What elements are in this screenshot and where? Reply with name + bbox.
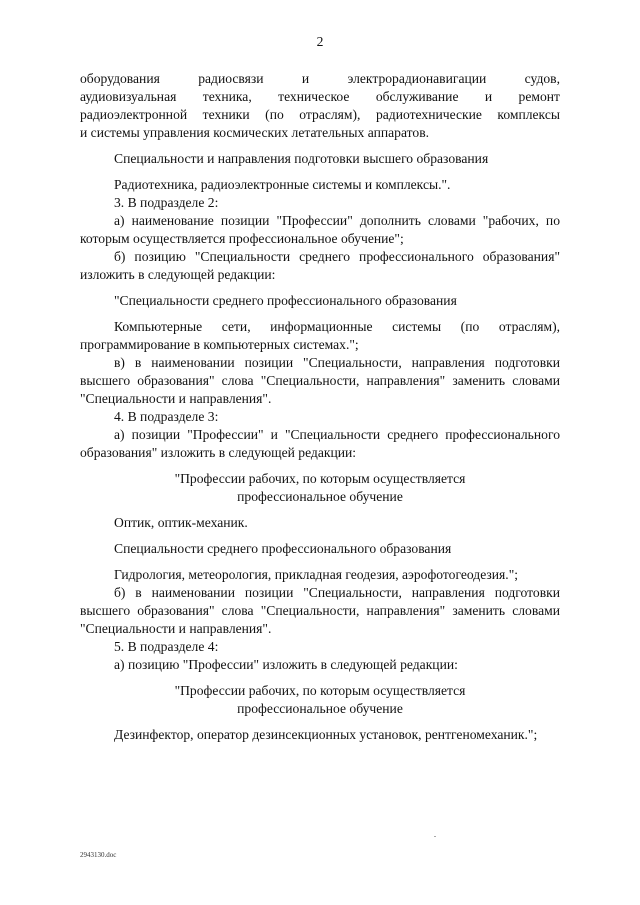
paragraph: Гидрология, метеорология, прикладная геодезия, аэрофотогеодезия."; <box>114 567 519 582</box>
centered-heading-line: профессиональное обучение <box>237 701 403 716</box>
paragraph: Оптик, оптик-механик. <box>114 515 248 530</box>
paragraph: Дезинфектор, оператор дезинсекционных установок, рентгеномеханик."; <box>114 727 538 742</box>
paragraph: б) позицию "Специальности среднего профессионального образования" изложить в следующей редакции: <box>80 249 560 282</box>
page-number: 2 <box>316 34 324 49</box>
subsection-heading: 5. В подразделе 4: <box>114 639 219 654</box>
paragraph: б) в наименовании позиции "Специальности, направления подготовки высшего образования" слова "Специальности, направления" заменить словами "Специальности и направления". <box>80 585 560 636</box>
paragraph-line: оборудования радиосвязи и электрорадионавигации судов, <box>80 71 560 86</box>
paragraph: а) наименование позиции "Профессии" дополнить словами "рабочих, по которым осуществляется профессиональное обучение"; <box>80 213 560 246</box>
subsection-heading: 4. В подразделе 3: <box>114 409 219 424</box>
paragraph: а) позиции "Профессии" и "Специальности среднего профессионального образования" изложить в следующей редакции: <box>80 427 560 460</box>
section-heading: Специальности среднего профессионального образования <box>114 541 452 556</box>
footer-filename: 2943130.doc <box>80 851 117 859</box>
paragraph: Радиотехника, радиоэлектронные системы и комплексы.". <box>114 177 451 192</box>
section-heading: "Специальности среднего профессионального образования <box>114 293 457 308</box>
dot-mark: . <box>434 830 436 839</box>
paragraph-line: и системы управления космических летательных аппаратов. <box>80 125 430 140</box>
paragraph: в) в наименовании позиции "Специальности, направления подготовки высшего образования" слова "Специальности, направления" заменить словами "Специальности и направления". <box>80 355 560 406</box>
subsection-heading: 3. В подразделе 2: <box>114 195 219 210</box>
paragraph-line: аудиовизуальная техника, техническое обслуживание и ремонт <box>80 89 560 104</box>
centered-heading-line: "Профессии рабочих, по которым осуществляется <box>174 683 466 698</box>
section-heading: Специальности и направления подготовки высшего образования <box>114 151 489 166</box>
document-body <box>80 70 560 744</box>
centered-heading-line: "Профессии рабочих, по которым осуществляется <box>174 471 466 486</box>
paragraph-line: радиоэлектронной техники (по отраслям), радиотехнические комплексы <box>80 107 560 122</box>
centered-heading-line: профессиональное обучение <box>237 489 403 504</box>
paragraph: Компьютерные сети, информационные системы (по отраслям), программирование в компьютерных системах."; <box>80 319 560 352</box>
paragraph: а) позицию "Профессии" изложить в следующей редакции: <box>114 657 458 672</box>
